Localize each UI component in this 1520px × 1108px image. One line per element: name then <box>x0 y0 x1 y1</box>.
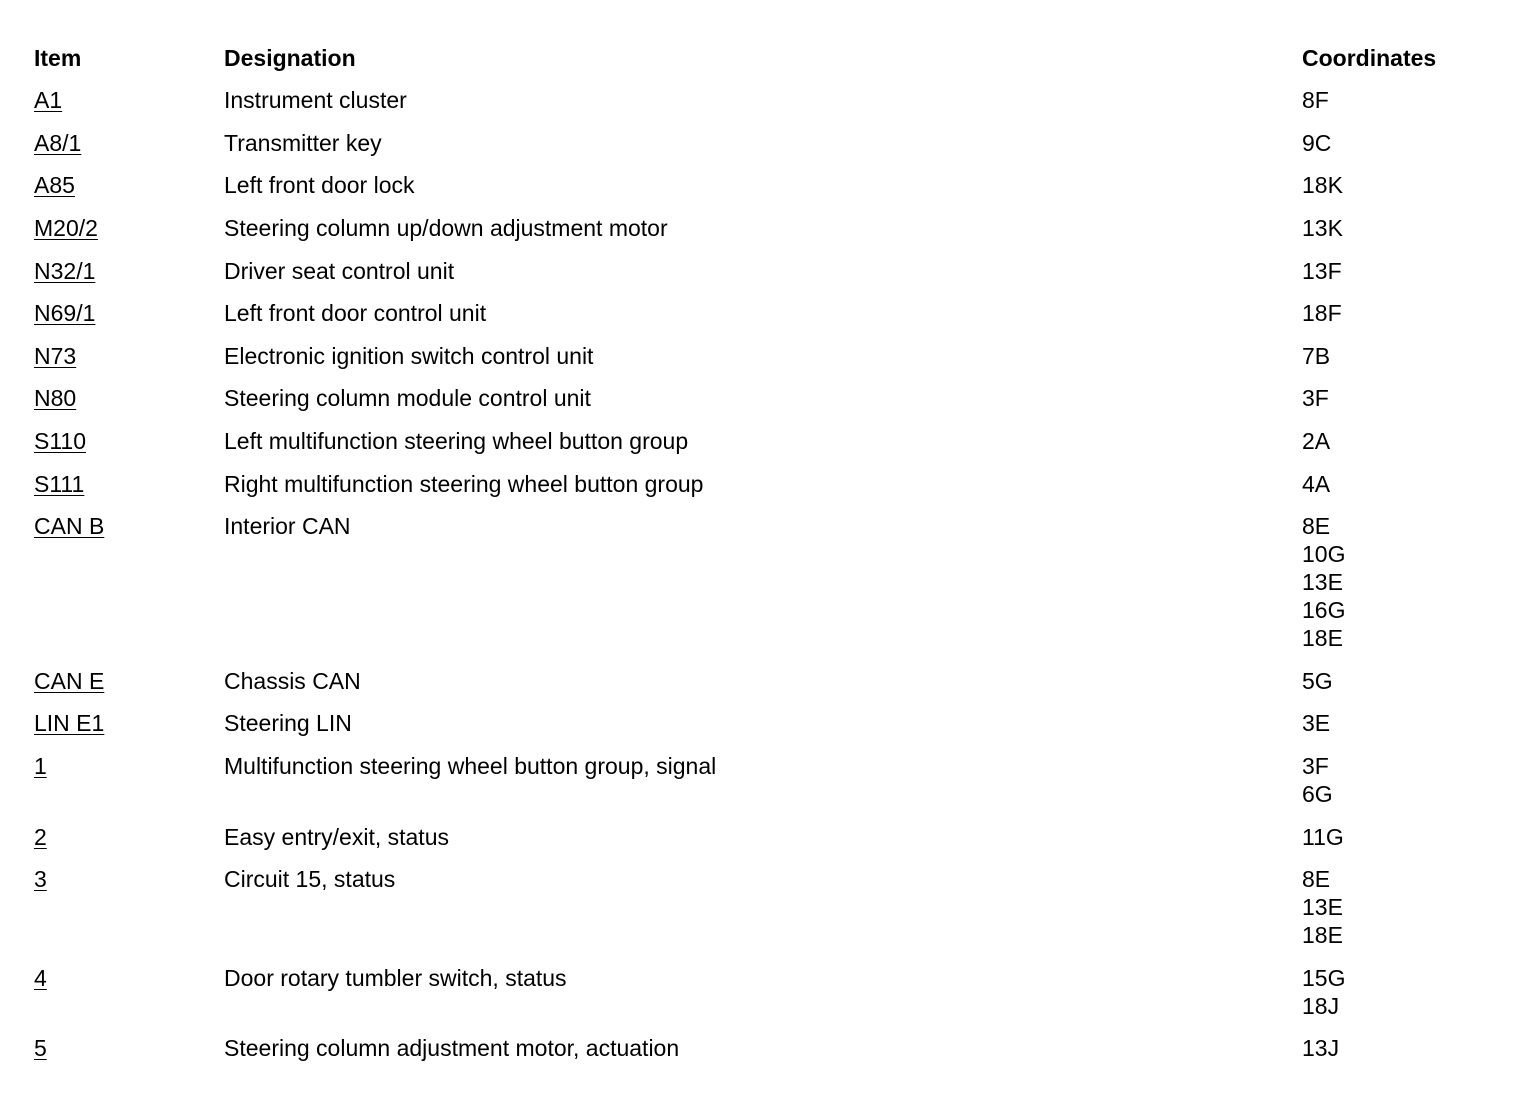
designation-cell: Door rotary tumbler switch, status <box>224 964 567 991</box>
item-link[interactable]: LIN E1 <box>34 710 105 737</box>
table-row <box>34 86 1494 114</box>
item-cell <box>34 709 224 737</box>
item-cell <box>34 667 224 695</box>
table-row <box>34 384 1494 412</box>
coordinate-value: 18J <box>1302 992 1340 1019</box>
designation-cell: Left multifunction steering wheel button group <box>224 428 689 455</box>
table-row <box>34 257 1494 285</box>
coordinates-cell <box>1302 129 1494 157</box>
designation-cell: Electronic ignition switch control unit <box>224 342 594 369</box>
item-link[interactable]: A85 <box>34 172 75 199</box>
coordinates-cell <box>1302 865 1494 949</box>
table-row <box>34 214 1494 242</box>
table-row <box>34 342 1494 370</box>
table-row <box>34 823 1494 851</box>
coordinate-value: 11G <box>1302 823 1344 850</box>
item-link[interactable]: N32/1 <box>34 257 96 284</box>
item-cell <box>34 214 224 242</box>
item-link[interactable]: M20/2 <box>34 215 98 242</box>
designation-cell: Circuit 15, status <box>224 866 396 893</box>
coordinate-value: 2A <box>1302 428 1331 455</box>
item-cell <box>34 129 224 157</box>
item-link[interactable]: S110 <box>34 428 87 455</box>
item-cell <box>34 752 224 780</box>
coordinate-value: 6G <box>1302 781 1333 808</box>
table-row <box>34 964 1494 1020</box>
item-link[interactable]: A8/1 <box>34 129 82 156</box>
coordinate-value: 9C <box>1302 129 1332 156</box>
coordinates-cell <box>1302 171 1494 199</box>
designation-cell: Driver seat control unit <box>224 257 455 284</box>
designation-cell: Steering column up/down adjustment motor <box>224 215 668 242</box>
designation-cell: Transmitter key <box>224 129 382 156</box>
coordinate-value: 18K <box>1302 172 1343 199</box>
item-cell <box>34 342 224 370</box>
item-link[interactable]: N80 <box>34 385 77 412</box>
item-cell <box>34 427 224 455</box>
table-row <box>34 1034 1494 1062</box>
coordinate-value: 18E <box>1302 922 1343 949</box>
item-link[interactable]: N69/1 <box>34 300 96 327</box>
coordinates-cell <box>1302 752 1494 808</box>
coordinate-value: 5G <box>1302 667 1333 694</box>
coordinates-cell <box>1302 427 1494 455</box>
table-row <box>34 752 1494 808</box>
item-link[interactable]: 3 <box>34 866 47 893</box>
designation-cell: Easy entry/exit, status <box>224 823 449 850</box>
coordinates-cell <box>1302 86 1494 114</box>
coordinate-value: 18E <box>1302 625 1343 652</box>
item-link[interactable]: 5 <box>34 1035 47 1062</box>
coordinate-value: 13K <box>1302 215 1343 242</box>
designation-cell: Left front door lock <box>224 172 415 199</box>
coordinates-cell <box>1302 299 1494 327</box>
designation-cell: Interior CAN <box>224 513 351 540</box>
item-cell <box>34 964 224 992</box>
item-cell <box>34 257 224 285</box>
table-header <box>34 44 1494 72</box>
coordinate-value: 8F <box>1302 87 1329 114</box>
coordinate-value: 3E <box>1302 710 1331 737</box>
item-link[interactable]: N73 <box>34 342 77 369</box>
item-cell <box>34 470 224 498</box>
header-item: Item <box>34 45 82 71</box>
designation-cell: Right multifunction steering wheel button group <box>224 470 704 497</box>
coordinate-value: 13J <box>1302 1035 1340 1062</box>
coordinates-cell <box>1302 342 1494 370</box>
coordinate-value: 3F <box>1302 385 1329 412</box>
designation-cell: Steering column module control unit <box>224 385 591 412</box>
table-row <box>34 171 1494 199</box>
table-body <box>34 86 1494 1062</box>
coordinate-value: 8E <box>1302 866 1331 893</box>
coordinates-cell <box>1302 667 1494 695</box>
table-row <box>34 299 1494 327</box>
item-link[interactable]: CAN B <box>34 513 105 540</box>
item-cell <box>34 384 224 412</box>
coordinates-cell <box>1302 384 1494 412</box>
coordinate-value: 4A <box>1302 470 1331 497</box>
item-cell <box>34 299 224 327</box>
item-link[interactable]: 1 <box>34 753 47 780</box>
table-row <box>34 427 1494 455</box>
header-coordinates: Coordinates <box>1302 45 1437 71</box>
coordinates-cell <box>1302 823 1494 851</box>
coordinate-value: 7B <box>1302 342 1331 369</box>
designation-cell: Steering column adjustment motor, actuation <box>224 1035 680 1062</box>
item-link[interactable]: CAN E <box>34 667 105 694</box>
item-cell <box>34 86 224 114</box>
coordinates-cell <box>1302 470 1494 498</box>
designation-cell: Multifunction steering wheel button group, signal <box>224 753 717 780</box>
coordinate-value: 10G <box>1302 541 1346 568</box>
table-row <box>34 129 1494 157</box>
table-row <box>34 667 1494 695</box>
coordinates-cell <box>1302 709 1494 737</box>
item-link[interactable]: 2 <box>34 823 47 850</box>
item-cell <box>34 512 224 540</box>
item-cell <box>34 823 224 851</box>
coordinates-cell <box>1302 964 1494 1020</box>
table-row <box>34 865 1494 949</box>
item-link[interactable]: A1 <box>34 87 63 114</box>
designation-cell: Chassis CAN <box>224 667 361 694</box>
coordinate-value: 13E <box>1302 894 1343 921</box>
designation-cell: Steering LIN <box>224 710 352 737</box>
item-cell <box>34 171 224 199</box>
designation-cell: Left front door control unit <box>224 300 487 327</box>
coordinate-value: 15G <box>1302 964 1346 991</box>
table-row <box>34 470 1494 498</box>
legend-table <box>34 44 1494 1077</box>
coordinate-value: 18F <box>1302 300 1342 327</box>
header-designation: Designation <box>224 45 356 71</box>
item-cell <box>34 865 224 893</box>
coordinates-cell <box>1302 257 1494 285</box>
item-link[interactable]: 4 <box>34 964 47 991</box>
table-row <box>34 709 1494 737</box>
designation-cell: Instrument cluster <box>224 87 407 114</box>
coordinate-value: 8E <box>1302 513 1331 540</box>
item-cell <box>34 1034 224 1062</box>
coordinate-value: 16G <box>1302 597 1346 624</box>
coordinate-value: 13E <box>1302 569 1343 596</box>
table-row <box>34 512 1494 652</box>
coordinates-cell <box>1302 1034 1494 1062</box>
coordinates-cell <box>1302 512 1494 652</box>
coordinates-cell <box>1302 214 1494 242</box>
coordinate-value: 13F <box>1302 257 1342 284</box>
item-link[interactable]: S111 <box>34 470 85 497</box>
coordinate-value: 3F <box>1302 753 1329 780</box>
